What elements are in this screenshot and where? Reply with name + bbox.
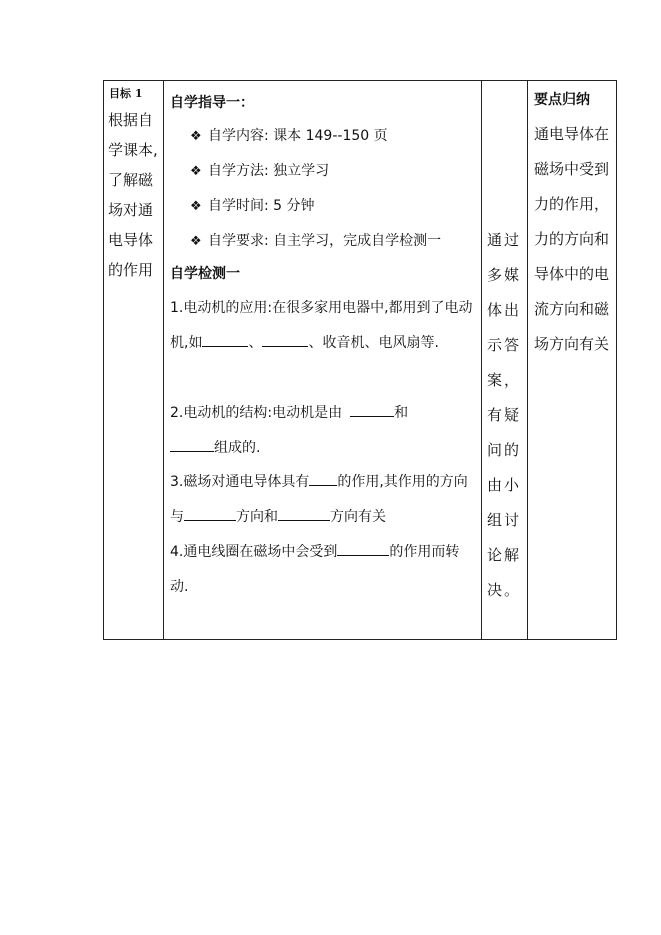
diamond-bullet-icon: ❖ (190, 129, 202, 144)
guide-item-value: 自主学习，完成自学检测一 (273, 233, 442, 249)
answer-blank (184, 506, 236, 521)
summary-text: 通电导体在磁场中受到力的作用，力的方向和导体中的电流方向和磁场方向有关 (534, 125, 610, 353)
answer-blank (262, 332, 308, 347)
summary-title: 要点归纳 (534, 92, 590, 108)
question-4 (170, 535, 476, 605)
method-text: 通过多媒体出示答案，有疑问的由小组讨论解决。 (487, 231, 522, 599)
guide-column (164, 81, 482, 639)
guide-item-value: 课本 149--150 页 (273, 128, 388, 144)
answer-blank (170, 437, 214, 452)
answer-blank (202, 332, 248, 347)
question-text: 4.通电线圈在磁场中会受到 (170, 544, 338, 560)
question-text: 的作用而转动. (170, 544, 460, 595)
method-column (482, 81, 528, 639)
guide-item-method (190, 160, 329, 180)
guide-heading: 自学指导一： (170, 95, 254, 111)
answer-blank (278, 506, 330, 521)
lesson-table (103, 80, 617, 640)
question-text: 方向有关 (330, 509, 386, 525)
question-text: 和 (394, 405, 409, 421)
objective-text: 根据自学课本,了解磁场对通电导体的作用 (108, 111, 158, 279)
guide-item-label: 自学要求: (208, 233, 269, 249)
diamond-bullet-icon: ❖ (190, 199, 202, 214)
guide-item-label: 自学时间: (208, 198, 269, 214)
guide-item-requirement (190, 230, 441, 250)
question-1 (170, 291, 476, 361)
question-text: 、 (248, 335, 263, 351)
objective-title: 目标 1 (109, 87, 143, 100)
question-text: 的作用,其作用的方向与 (170, 474, 468, 525)
guide-item-time (190, 195, 315, 215)
question-text: 、收音机、电风扇等. (308, 335, 439, 351)
question-text: 2.电动机的结构:电动机是由 (170, 405, 343, 421)
guide-item-label: 自学方法: (208, 163, 269, 179)
answer-blank (309, 471, 337, 486)
guide-item-value: 独立学习 (273, 163, 330, 179)
question-text: 组成的. (214, 440, 261, 456)
question-2 (170, 396, 476, 466)
question-text: 1.电动机的应用:在很多家用电器中,都用到了电动机,如 (170, 300, 473, 351)
diamond-bullet-icon: ❖ (190, 234, 202, 249)
question-text: 3.磁场对通电导体具有 (170, 474, 310, 490)
answer-blank (350, 402, 394, 417)
summary-column (528, 81, 618, 639)
answer-blank (337, 541, 389, 556)
objective-column (104, 81, 164, 639)
guide-item-value: 5 分钟 (273, 198, 315, 214)
diamond-bullet-icon: ❖ (190, 164, 202, 179)
question-text: 方向和 (236, 509, 278, 525)
guide-item-content (190, 125, 388, 145)
check-heading: 自学检测一 (170, 266, 240, 282)
guide-item-label: 自学内容: (208, 128, 269, 144)
question-3 (170, 465, 476, 535)
